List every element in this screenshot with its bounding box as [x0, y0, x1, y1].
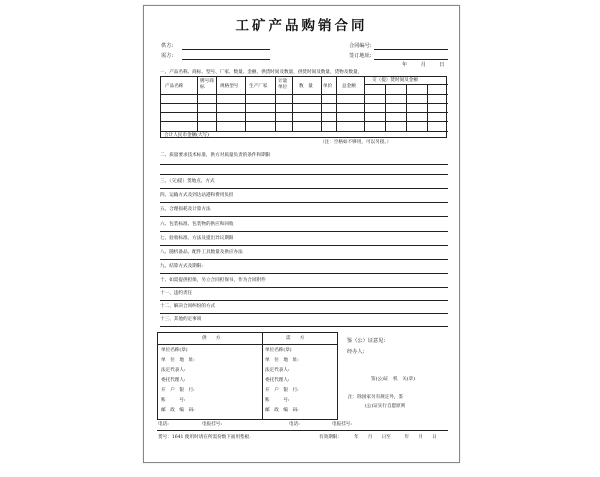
signature-box — [157, 332, 338, 420]
header-unit: 计量单位 — [278, 79, 288, 90]
buyer-label: 需方: — [161, 53, 174, 59]
clause-12: 十二、解决合同纠纷的方式 — [160, 304, 216, 309]
header-brand: 牌号商标 — [200, 79, 214, 90]
clause-7: 七、验收标准、方法及提出异议期限 — [160, 236, 234, 241]
form-number: 货号：1641 使用时请在所需份数下面用垫板. — [158, 435, 251, 440]
clause-10: 十、如需提供担保，另立合同担保书，作为合同附件 — [160, 278, 266, 283]
fax-2: 电报挂号: — [332, 422, 352, 427]
phone-1: 电话: — [158, 422, 169, 427]
agent-label: 经办人: — [347, 349, 365, 355]
sign-place-line — [374, 59, 448, 60]
buyer-bank: 开 户 银 行: — [265, 388, 299, 393]
phone-2: 电话: — [289, 422, 300, 427]
clause-4: 四、运输方式及到达站港和费用负担 — [160, 193, 234, 198]
header-total-amount: 总金额 — [342, 84, 356, 89]
clause-2: 二、质量要求技术标准，供方对质量负责的条件和期限 — [160, 153, 271, 158]
clause-6: 六、包装标准、包装物的供应和回收 — [160, 222, 234, 227]
header-product-name: 产品名称 — [165, 84, 184, 89]
supplier-line — [182, 49, 270, 50]
clause-3: 三、（交)提）货地点、方式 — [160, 179, 215, 184]
buyer-postcode: 邮 政 编 码: — [265, 408, 299, 413]
section-1-heading: 一、产品名称、商标、型号、厂家、数量、金额、供货时间及数量，供货时间及数量，货物及数量， — [160, 70, 363, 75]
header-quantity: 数 量 — [299, 84, 313, 89]
supplier-agent: 委托代理人: — [161, 378, 186, 383]
clause-9: 九、结算方式及期限: — [160, 264, 203, 269]
supplier-label: 供方: — [161, 43, 174, 49]
supplier-header: 供 方 — [202, 336, 221, 341]
buyer-line — [182, 59, 270, 60]
office-seal-label: 鉴(公)证 机 关(章) — [371, 377, 415, 382]
supplier-address: 单 位 地 址: — [161, 358, 195, 363]
contract-no-line — [374, 49, 448, 50]
buyer-legal-rep: 法定代表人: — [265, 368, 290, 373]
buyer-address: 单 位 地 址: — [265, 358, 299, 363]
supplier-unit-name: 单位名称(章) — [161, 348, 188, 353]
note-line-2: (公)证实行自愿原则 — [365, 404, 406, 409]
product-table — [160, 76, 447, 138]
contract-form — [143, 5, 460, 463]
header-unit-price: 单价 — [323, 84, 333, 89]
fax-1: 电报挂号: — [202, 422, 222, 427]
clause-13: 十三、其他约定事项 — [160, 317, 202, 322]
buyer-header: 需 方 — [286, 336, 305, 341]
buyer-agent: 委托代理人: — [265, 378, 290, 383]
total-amount-label: 合计人民币金额(大写) — [164, 133, 209, 138]
buyer-account: 账 号: — [265, 398, 290, 403]
supplier-postcode: 邮 政 编 码: — [161, 408, 195, 413]
supplier-bank: 开 户 银 行: — [161, 388, 195, 393]
table-note: （注：空格如不够用，可以另接。） — [320, 140, 392, 145]
supplier-account: 账 号: — [161, 398, 186, 403]
clause-8: 八、随机备品、配件工具数量及供应办法 — [160, 250, 243, 255]
supplier-legal-rep: 法定代表人: — [161, 368, 186, 373]
header-spec: 规格型号 — [220, 84, 239, 89]
clause-5: 五、合理损耗及计算方法 — [160, 207, 211, 212]
clause-11: 十一、违约责任 — [160, 291, 193, 296]
valid-period-label: 有效期限： — [319, 435, 342, 440]
sign-place-label: 签订地址: — [349, 53, 372, 59]
document-title: 工矿产品购销合同 — [235, 18, 368, 34]
authentication-label: 鉴（公）证意见: — [347, 338, 386, 344]
note-line-1: 注：除国家另有规定外，鉴 — [348, 395, 404, 400]
contract-no-label: 合同编号: — [349, 43, 372, 49]
sign-date: 年 月 日 — [402, 62, 446, 68]
header-manufacturer: 生产厂家 — [249, 84, 268, 89]
header-delivery: 交（提）货时间及金额 — [372, 78, 418, 83]
valid-period-dates: 年 月 日至 年 月 日 — [354, 435, 437, 440]
buyer-unit-name: 单位名称(章) — [265, 348, 292, 353]
